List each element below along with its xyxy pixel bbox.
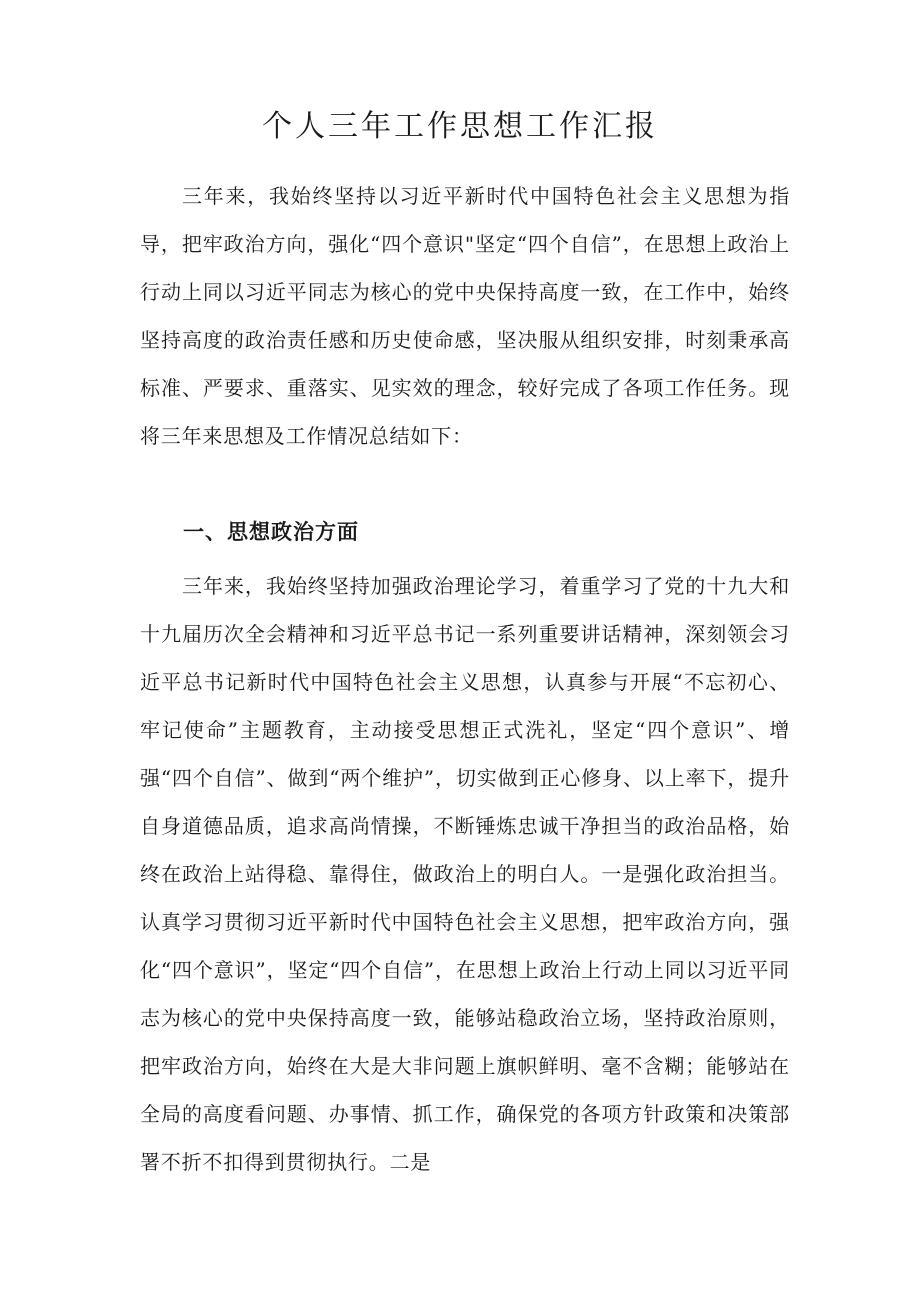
section-heading: 一、思想政治方面 [183,520,359,544]
document-title: 个人三年工作思想工作汇报 [262,109,658,144]
section-paragraph: 三年来，我始终坚持加强政治理论学习，着重学习了党的十九大和十九届历次全会精神和习近平总书记一系列重要讲话精神，深刻领会习近平总书记新时代中国特色社会主义思想，认真参与开展“不忘初心、牢记使命”主题教育，主动接受思想正式洗礼，坚定“四个意识”、增强“四个自信”、做到“两个维护”，切实做到正心修身、以上率下，提升自身道德品质，追求高尚情操，不断锤炼忠诚干净担当的政治品格，始终在政治上站得稳、靠得住，做政治上的明白人。一是强化政治担当。认真学习贯彻习近平新时代中国特色社会主义思想，把牢政治方向，强化“四个意识”，坚定“四个自信”，在思想上政治上行动上同以习近平同志为核心的党中央保持高度一致，能够站稳政治立场，坚持政治原则，把牢政治方向，始终在大是大非问题上旗帜鲜明、毫不含糊；能够站在全局的高度看问题、办事情、抓工作，确保党的各项方针政策和决策部署不折不扣得到贯彻执行。二是 [140,574,790,1174]
intro-paragraph: 三年来，我始终坚持以习近平新时代中国特色社会主义思想为指导，把牢政治方向，强化“四个意识"坚定“四个自信”，在思想上政治上行动上同以习近平同志为核心的党中央保持高度一致，在工作中，始终坚持高度的政治责任感和历史使命感，坚决服从组织安排，时刻秉承高标准、严要求、重落实、见实效的理念，较好完成了各项工作任务。现将三年来思想及工作情况总结如下： [140,184,790,448]
